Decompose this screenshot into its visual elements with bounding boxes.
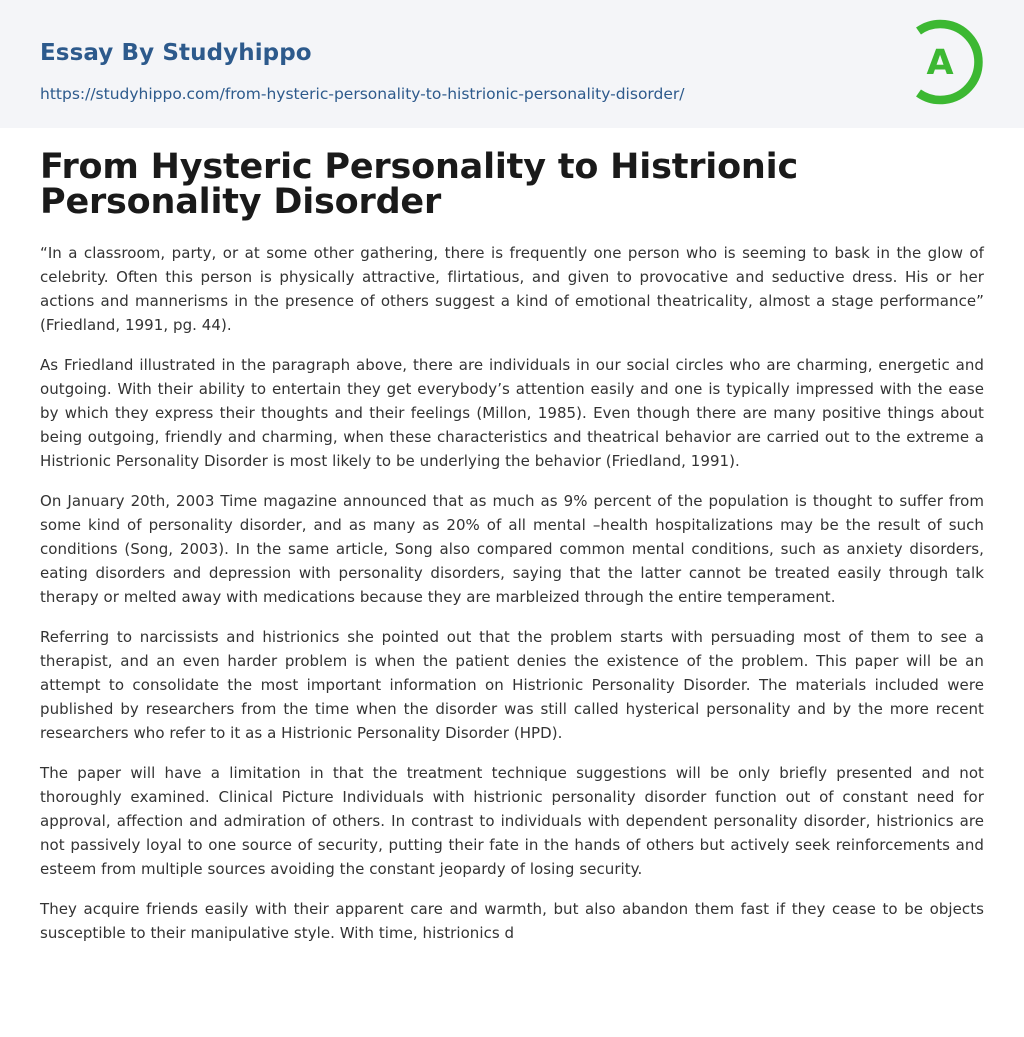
page-header <box>0 0 1024 128</box>
article-paragraph-6: They acquire friends easily with their apparent care and warmth, but also abandon them fast if they cease to be objects susceptible to their manipulative style. With time, histrionics d <box>40 900 984 942</box>
site-brand[interactable]: Essay By Studyhippo <box>40 40 312 66</box>
studyhippo-logo-icon[interactable] <box>913 19 985 105</box>
source-url-link[interactable]: https://studyhippo.com/from-hysteric-personality-to-histrionic-personality-disorder/ <box>40 85 685 103</box>
article-paragraph-2: As Friedland illustrated in the paragraph above, there are individuals in our social circles who are charming, energetic and outgoing. With their ability to entertain they get everybody’s attention easily and one is typically impressed with the ease by which they express their thoughts and their feelings (Millon, 1985). Even though there are many positive things about being outgoing, friendly and charming, when these characteristics and theatrical behavior are carried out to the extreme a Histrionic Personality Disorder is most likely to be underlying the behavior (Friedland, 1991). <box>40 356 984 470</box>
article <box>40 147 984 961</box>
article-paragraph-5: The paper will have a limitation in that the treatment technique suggestions will be only briefly presented and not thoroughly examined. Clinical Picture Individuals with histrionic personality disorder function out of constant need for approval, affection and admiration of others. In contrast to individuals with dependent personality disorder, histrionics are not passively loyal to one source of security, putting their fate in the hands of others but actively seek reinforcements and esteem from multiple sources avoiding the constant jeopardy of losing security. <box>40 764 984 878</box>
logo-letter: A <box>926 43 954 83</box>
article-paragraph-3: On January 20th, 2003 Time magazine announced that as much as 9% percent of the population is thought to suffer from some kind of personality disorder, and as many as 20% of all mental –health hospitalizations may be the result of such conditions (Song, 2003). In the same article, Song also compared common mental conditions, such as anxiety disorders, eating disorders and depression with personality disorders, saying that the latter cannot be treated easily through talk therapy or melted away with medications because they are marbleized through the entire temperament. <box>40 492 984 606</box>
article-paragraph-4: Referring to narcissists and histrionics she pointed out that the problem starts with persuading most of them to see a therapist, and an even harder problem is when the patient denies the existence of the problem. This paper will be an attempt to consolidate the most important information on Histrionic Personality Disorder. The materials included were published by researchers from the time when the disorder was still called hysterical personality and by the more recent researchers who refer to it as a Histrionic Personality Disorder (HPD). <box>40 628 984 742</box>
article-paragraph-1: “In a classroom, party, or at some other gathering, there is frequently one person who is seeming to bask in the glow of celebrity. Often this person is physically attractive, flirtatious, and given to provocative and seductive dress. His or her actions and mannerisms in the presence of others suggest a kind of emotional theatricality, almost a stage performance” (Friedland, 1991, pg. 44). <box>40 244 984 334</box>
article-title: From Hysteric Personality to Histrionic Personality Disorder <box>40 147 798 222</box>
